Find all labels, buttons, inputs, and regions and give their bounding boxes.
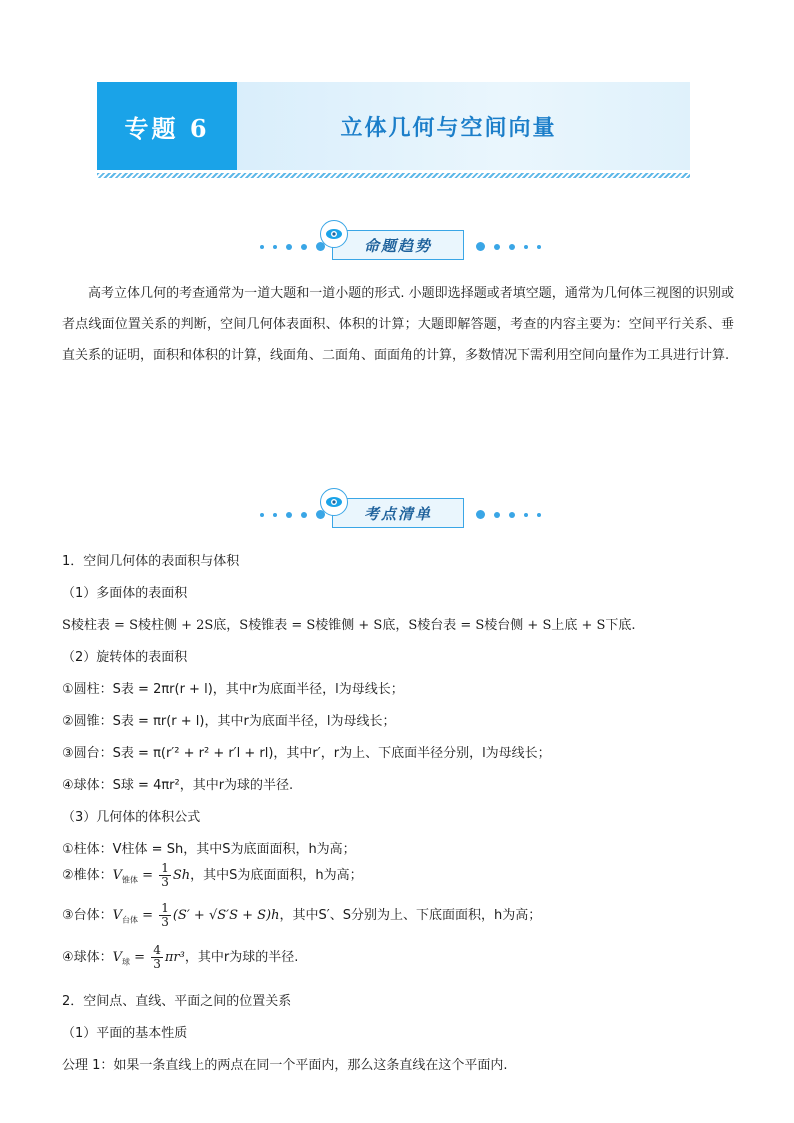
formula-cylinder: ①圆柱：S表 = 2πr(r + l)，其中r为底面半径，l为母线长；: [62, 682, 404, 697]
formula-prism-volume: ①柱体：V柱体 = Sh，其中S为底面面积，h为高；: [62, 842, 356, 857]
section-title-box: [332, 498, 464, 528]
topic-title: 立体几何与空间向量: [340, 114, 557, 141]
formula-cone-volume: ②椎体：$V_{锥体}$ = $\frac{1}{3}$ Sh，其中S为底面面积，h为高；: [62, 861, 363, 889]
subheading-polyhedron: （1）多面体的表面积: [62, 586, 188, 601]
eye-icon: [320, 488, 348, 516]
decor-dots-right: [476, 242, 541, 251]
section-title: 考点清单: [363, 504, 432, 523]
formula-polyhedron: S棱柱表 = S棱柱侧 + 2S底，S棱锥表 = S棱锥侧 + S底，S棱台表 = S棱台侧 + S上底 + S下底.: [62, 618, 636, 633]
topic-label: 专题 6: [124, 113, 210, 143]
topic-number-block: [97, 82, 237, 170]
heading-surface-volume: 1．空间几何体的表面积与体积: [62, 554, 240, 569]
formula-sphere-volume: ④球体：$V_球$ = $\frac{4}{3}$ πr³，其中r为球的半径.: [62, 943, 299, 971]
subheading-plane-properties: （1）平面的基本性质: [62, 1026, 188, 1041]
section-title: 命题趋势: [363, 236, 432, 255]
decor-dots-left: [260, 242, 325, 251]
section-header-checklist: [250, 488, 544, 528]
subheading-revolution: （2）旋转体的表面积: [62, 650, 188, 665]
formula-frustum-volume: ③台体：$V_{台体}$ = $\frac{1}{3}$ (S′ + √S′S + S)h，其中S′、S分别为上、下底面面积，h为高；: [62, 901, 542, 929]
section-header-trend: [250, 220, 544, 260]
topic-title-block: [237, 82, 690, 170]
axiom-1: 公理 1：如果一条直线上的两点在同一个平面内，那么这条直线在这个平面内.: [62, 1058, 508, 1073]
section-title-box: [332, 230, 464, 260]
decor-dots-right: [476, 510, 541, 519]
formula-sphere-area: ④球体：S球 = 4πr²，其中r为球的半径.: [62, 778, 294, 793]
subheading-volume: （3）几何体的体积公式: [62, 810, 201, 825]
eye-icon: [320, 220, 348, 248]
heading-position-relation: 2．空间点、直线、平面之间的位置关系: [62, 994, 292, 1009]
formula-cone: ②圆锥：S表 = πr(r + l)，其中r为底面半径，l为母线长；: [62, 714, 396, 729]
formula-frustum: ③圆台：S表 = π(r′² + r² + r′l + rl)，其中r′，r为上、下底面半径分别，l为母线长；: [62, 746, 551, 761]
banner-divider: [97, 173, 690, 178]
topic-banner: [97, 82, 690, 170]
decor-dots-left: [260, 510, 325, 519]
trend-paragraph: 高考立体几何的考查通常为一道大题和一道小题的形式. 小题即选择题或者填空题，通常为几何体三视图的识别或者点线面位置关系的判断，空间几何体表面积、体积的计算；大题即解答题，考查的内容主要为：空间平行关系、垂直关系的证明，面积和体积的计算，线面角、二面角、面面角的计算，多数情况下需利用空间向量作为工具进行计算.: [62, 286, 734, 363]
